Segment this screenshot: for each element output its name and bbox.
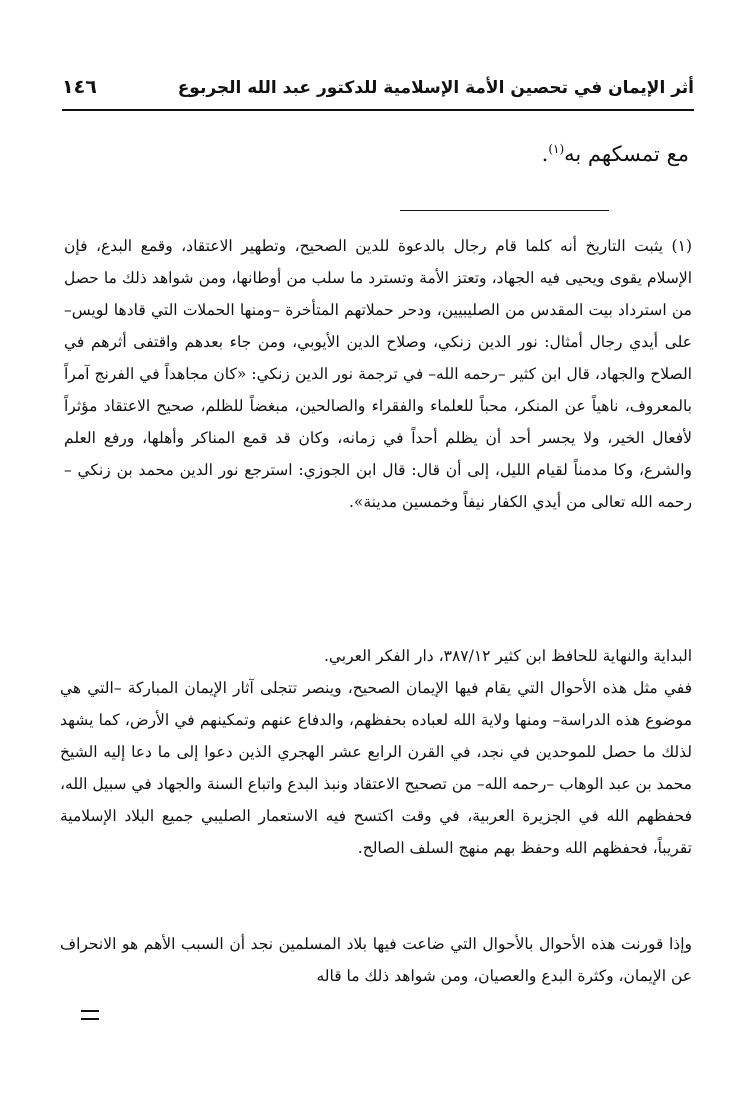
opening-line-punct: . <box>541 142 549 166</box>
page-number: ١٤٦ <box>62 76 97 98</box>
footnote-text: (١) يثبت التاريخ أنه كلما قام رجال بالدعوة للدين الصحيح، وتطهير الاعتقاد، وقمع البدع، فإن الإسلام يقوى ويحيى فيه الجهاد، وتعتز الأمة وتسترد ما سلب من أوطانها، ومن شواهد ذلك ما حصل من استرداد بيت المقدس من الصليبيين، ودحر حملاتهم المتأخرة –ومنها الحملات التي قادها لويس– على أيدي رجال أمثال: نور الدين زنكي، وصلاح الدين الأيوبي، ومن جاء بعدهم واقتفى أثرهم في الصلاح والجهاد، قال ابن كثير –رحمه الله– في ترجمة نور الدين زنكي: «كان مجاهداً في الفرنج آمراً بالمعروف، ناهياً عن المنكر، محباً للعلماء والفقراء والصالحين، مبغضاً للظلم، صحيح الاعتقاد مؤثراً لأفعال الخير، ولا يجسر أحد أن يظلم أحداً في زمانه، وكان قد قمع المناكر وأهلها، ورفع العلم والشرع، وكا مدمناً لقيام الليل، إلى أن قال: قال ابن الجوزي: استرجع نور الدين محمد بن زنكي –رحمه الله تعالى من أيدي الكفار نيفاً وخمسين مدينة». <box>64 237 693 511</box>
body-paragraph-2: وإذا قورنت هذه الأحوال بالأحوال التي ضاعت فيها بلاد المسلمين نجد أن السبب الأهم هو الانحراف عن الإيمان، وكثرة البدع والعصيان، ومن شواهد ذلك ما قاله <box>60 935 692 985</box>
running-header-title: أثر الإيمان في تحصين الأمة الإسلامية للدكتور عبد الله الجربوع <box>177 78 694 98</box>
body-paragraph-1: ففي مثل هذه الأحوال التي يقام فيها الإيمان الصحيح، وينصر تتجلى آثار الإيمان المباركة –التي هي موضوع هذه الدراسة– ومنها ولاية الله لعباده بحفظهم، والدفاع عنهم وتمكينهم في الأرض، كما يشهد لذلك ما حصل للموحدين في نجد، في القرن الرابع عشر الهجري الذين دعوا إلى ما دعا إليه الشيخ محمد بن عبد الوهاب –رحمه الله– من تصحيح الاعتقاد ونبذ البدع واتباع السنة والجهاد في سبيل الله، فحفظهم الله في الجزيرة العربية، في وقت اكتسح فيه الاستعمار الصليبي جميع البلاد الإسلامية تقريباً، فحفظهم الله وحفظ بهم منهج السلف الصالح. <box>60 679 692 857</box>
footnote-marker: (١) <box>548 142 565 156</box>
reference-line: البداية والنهاية للحافظ ابن كثير ٣٨٧/١٢، دار الفكر العربي. <box>323 647 692 665</box>
running-header <box>62 74 694 108</box>
footnote-separator <box>400 210 609 211</box>
opening-line-text: مع تمسكهم به <box>564 142 689 166</box>
opening-line <box>542 142 689 166</box>
header-rule <box>62 109 694 111</box>
continuation-mark <box>81 1010 99 1020</box>
